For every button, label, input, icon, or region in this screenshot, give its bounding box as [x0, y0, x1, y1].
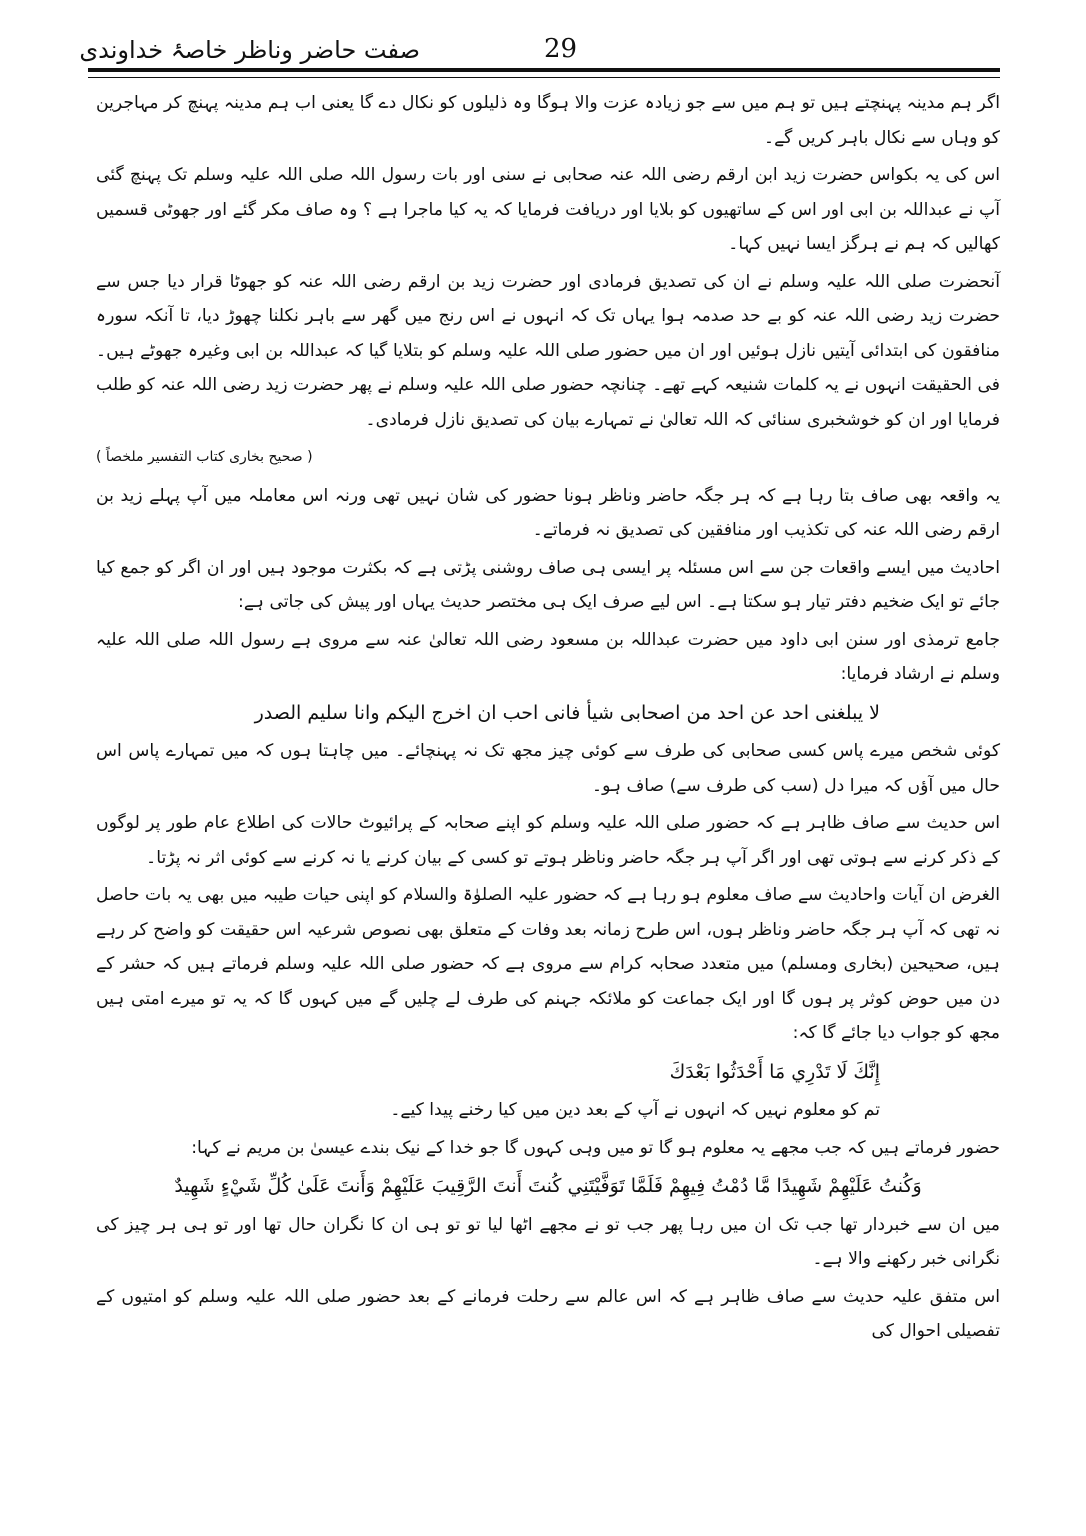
quran-verse-1: إِنَّكَ لَا تَدْرِي مَا أَحْدَثُوا بَعْدَكَ — [669, 1060, 880, 1083]
hadith-arabic: لا یبلغنی احد عن احد من اصحابی شیأ فانی احب ان اخرج الیکم وانا سلیم الصدر — [254, 701, 880, 724]
paragraph: احادیث میں ایسے واقعات جن سے اس مسئلہ پر ایسی ہی صاف روشنی پڑتی ہے کہ بکثرت موجود ہیں اور ان اگر کو جمع کیا جائے تو ایک ضخیم دفتر تیار ہو سکتا ہے۔ اس لیے صرف ایک ہی مختصر حدیث یہاں اور پیش کی جاتی ہے: — [96, 557, 1000, 612]
translation-2: میں ان سے خبردار تھا جب تک ان میں رہا پھر جب تو نے مجھے اٹھا لیا تو تو ہی ان کا نگران حال تھا اور تو ہی ہر چیز کی نگرانی خبر رکھنے والا ہے۔ — [96, 1214, 1000, 1269]
header-rule — [88, 68, 1000, 72]
running-title: صفت حاضر وناظر خاصۂ خداوندی — [79, 36, 420, 64]
page-number: 29 — [544, 34, 578, 64]
paragraph: کوئی شخص میرے پاس کسی صحابی کی طرف سے کوئی چیز مجھ تک نہ پہنچائے۔ میں چاہتا ہوں کہ میں تمہارے پاس اس حال میں آؤں کہ میرا دل (سب کی طرف سے) صاف ہو۔ — [96, 741, 1001, 796]
reference-citation: ( صحیح بخاری کتاب التفسیر ملخصاً ) — [96, 449, 313, 465]
translation-1: تم کو معلوم نہیں کہ انہوں نے آپ کے بعد دین میں کیا رخنے پیدا کیے۔ — [390, 1100, 880, 1120]
header-rule-thin — [88, 77, 1000, 78]
page-body — [96, 86, 1000, 1352]
paragraph: جامع ترمذی اور سنن ابی داود میں حضرت عبداللہ بن مسعود رضی اللہ تعالیٰ عنہ سے مروی ہے رسول اللہ صلی اللہ علیہ وسلم نے ارشاد فرمایا: — [96, 629, 1000, 684]
paragraph: یہ واقعہ بھی صاف بتا رہا ہے کہ ہر جگہ حاضر وناظر ہونا حضور کی شان نہیں تھی ورنہ اس معاملہ میں آپ پہلے زید بن ارقم رضی اللہ عنہ کی تکذیب اور منافقین کی تصدیق نہ فرماتے۔ — [96, 485, 1000, 540]
page-header — [79, 28, 1000, 72]
paragraph: آنحضرت صلی اللہ علیہ وسلم نے ان کی تصدیق فرمادی اور حضرت زید بن ارقم رضی اللہ عنہ کو جھوٹا قرار دیا جس سے حضرت زید رضی اللہ عنہ کو بے حد صدمہ ہوا یہاں تک کہ انہوں نے اس رنج میں گھر سے باہر نکلنا چھوڑ دیا، تا آنکہ سورہ منافقون کی ابتدائی آیتیں نازل ہوئیں اور ان میں حضور صلی اللہ علیہ وسلم کو بتلایا گیا کہ عبداللہ بن ابی وغیرہ جھوٹے ہیں۔ فی الحقیقت انہوں نے یہ کلمات شنیعہ کہے تھے۔ چنانچہ حضور صلی اللہ علیہ وسلم نے پھر حضرت زید رضی اللہ عنہ کو طلب فرمایا اور ان کو خوشخبری سنائی کہ اللہ تعالیٰ نے تمہارے بیان کی تصدیق نازل فرمادی۔ — [96, 271, 1000, 430]
quran-verse-2: وَكُنتُ عَلَيْهِمْ شَهِيدًا مَّا دُمْتُ فِيهِمْ فَلَمَّا تَوَفَّيْتَنِي كُنتَ أَنتَ الرَّقِيبَ عَلَيْهِمْ وَأَنتَ عَلَىٰ كُلِّ شَيْءٍ شَهِيدٌ — [174, 1175, 922, 1197]
paragraph: اس حدیث سے صاف ظاہر ہے کہ حضور صلی اللہ علیہ وسلم کو اپنے صحابہ کے پرائیوٹ حالات کی اطلاع عام طور پر لوگوں کے ذکر کرنے سے ہوتی تھی اور اگر آپ ہر جگہ حاضر وناظر ہوتے تو کسی کے بیان کرنے یا نہ کرنے سے کوئی اثر نہ پڑتا۔ — [96, 813, 1000, 868]
paragraph: اس کی یہ بکواس حضرت زید ابن ارقم رضی اللہ عنہ صحابی نے سنی اور بات رسول اللہ صلی اللہ علیہ وسلم تک پہنچ گئی آپ نے عبداللہ بن ابی اور اس کے ساتھیوں کو بلایا اور دریافت فرمایا کہ یہ کیا ماجرا ہے ؟ وہ صاف مکر گئے اور جھوٹی قسمیں کھالیں کہ ہم نے ہرگز ایسا نہیں کہا۔ — [96, 165, 1000, 254]
paragraph: الغرض ان آیات واحادیث سے صاف معلوم ہو رہا ہے کہ حضور علیہ الصلوٰۃ والسلام کو اپنی حیات طیبہ میں بھی یہ بات حاصل نہ تھی کہ آپ ہر جگہ حاضر وناظر ہوں، اس طرح زمانہ بعد وفات کے متعلق بھی نصوص شرعیہ اس حقیقت کو واضح کر رہے ہیں، صحیحین (بخاری ومسلم) میں متعدد صحابہ کرام سے مروی ہے کہ حضور صلی اللہ علیہ وسلم فرماتے ہیں کہ حشر کے دن میں حوض کوثر پر ہوں گا اور ایک جماعت کو ملائکہ جہنم کی طرف لے چلیں گے میں کہوں گا کہ یہ تو میرے امتی ہیں مجھ کو جواب دیا جائے گا کہ: — [96, 885, 1000, 1043]
paragraph: اگر ہم مدینہ پہنچتے ہیں تو ہم میں سے جو زیادہ عزت والا ہوگا وہ ذلیلوں کو نکال دے گا یعنی اب ہم مدینہ پہنچ کر مہاجرین کو وہاں سے نکال باہر کریں گے۔ — [96, 93, 1000, 148]
paragraph: حضور فرماتے ہیں کہ جب مجھے یہ معلوم ہو گا تو میں وہی کہوں گا جو خدا کے نیک بندے عیسیٰ بن مریم نے کہا: — [191, 1137, 1000, 1158]
paragraph-last: اس متفق علیہ حدیث سے صاف ظاہر ہے کہ اس عالم سے رحلت فرمانے کے بعد حضور صلی اللہ علیہ وسلم کو امتیوں کے تفصیلی احوال کی — [96, 1286, 1000, 1341]
